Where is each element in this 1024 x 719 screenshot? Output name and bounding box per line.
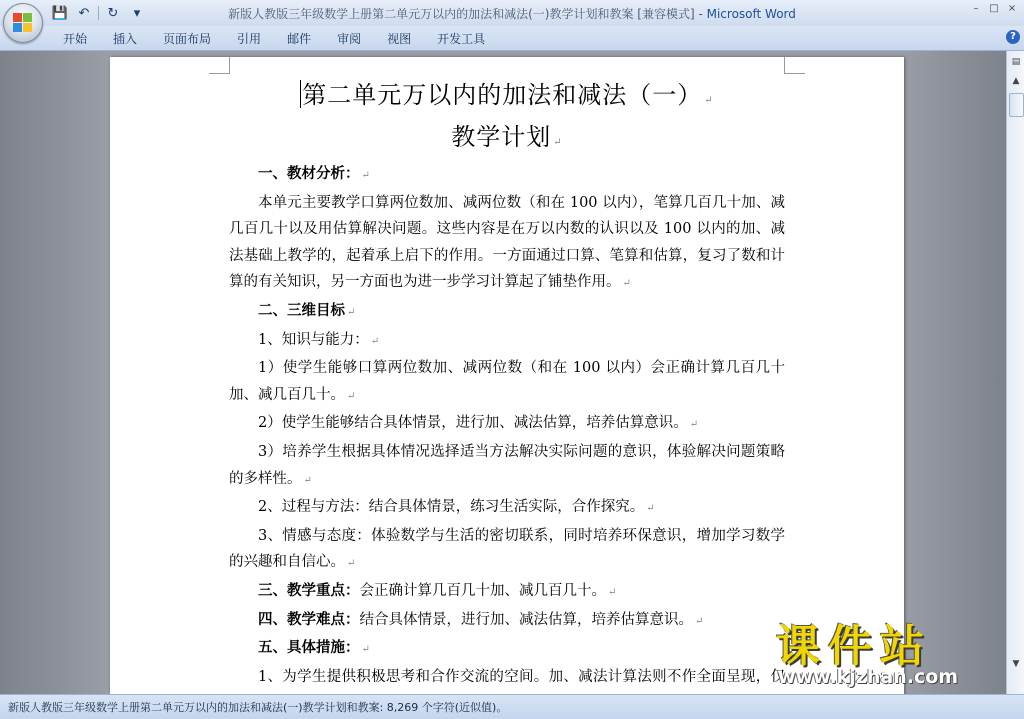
status-text: 新版人教版三年级数学上册第二单元万以内的加法和减法(一)教学计划和教案: 8,269 个字符(近似值)。 [8,701,508,714]
watermark-logo [770,610,1010,694]
close-button[interactable]: × [1007,3,1017,14]
window-controls [968,2,1020,16]
document-area [0,51,1006,694]
app-name: Microsoft Word [706,7,796,21]
title-bar [0,0,1024,26]
ribbon-tabs [50,30,498,48]
document-heading-line1: 第二单元万以内的加法和减法（一） ↵ [302,81,714,109]
tab-references[interactable]: 引用 [237,32,262,46]
paragraph-goal-3: 3）培养学生根据具体情况选择适当方法解决实际问题的意识，体验解决问题策略的多样性。 ↵ [229,443,785,487]
paragraph-goal-knowledge: 1、知识与能力： ↵ [258,331,380,348]
section-heading-materials: 一、教材分析： ↵ [258,165,370,182]
title-separator: - [694,7,707,21]
maximize-button[interactable]: □ [989,3,999,14]
document-title: 新版人教版三年级数学上册第二单元万以内的加法和减法(一)教学计划和教案 [兼容模式] [228,7,695,21]
tab-developer[interactable]: 开发工具 [437,32,486,46]
watermark-main-text: 课件站 [776,621,932,672]
crop-mark-top-right [784,57,805,74]
tab-home[interactable]: 开始 [63,32,88,46]
tab-insert[interactable]: 插入 [113,32,138,46]
paragraph-goal-2: 2）使学生能够结合具体情景，进行加、减法估算，培养估算意识。 ↵ [258,415,699,432]
paragraph-materials: 本单元主要教学口算两位数加、减两位数（和在 100 以内），笔算几百几十加、减几百几十以及用估算解决问题。这些内容是在万以内数的认识以及 100 以内的加、减法基础上教学的，起着承上启下的作用。一方面通过口算、笔算和估算，复习了数和计算的有关知识，另一方面也为进一步学习计算起了铺垫作用。 ↵ [229,194,785,291]
window-title [0,5,1024,22]
scroll-down-button[interactable]: ▼ [1012,659,1020,669]
tab-page-layout[interactable]: 页面布局 [163,32,212,46]
tab-mailings[interactable]: 邮件 [287,32,312,46]
paragraph-measure-1: 1、为学生提供积极思考和合作交流的空间。加、减法计算法则不作全面呈现，仅 [258,668,785,685]
help-icon[interactable]: ? [1006,30,1020,44]
section-heading-measures: 五、具体措施： ↵ [258,639,370,657]
paragraph-key-points: 三、教学重点：会正确计算几百几十加、减几百几十。 ↵ [258,581,617,599]
paragraph-goal-1: 1）使学生能够口算两位数加、减两位数（和在 100 以内）会正确计算几百几十加、减几百几十。 ↵ [229,360,785,403]
scroll-thumb[interactable] [1009,93,1024,117]
scroll-up-button[interactable]: ▲ [1012,76,1020,86]
crop-mark-top-left [209,57,230,74]
status-bar [0,694,1024,719]
document-content[interactable] [229,77,785,694]
tab-view[interactable]: 视图 [387,32,412,46]
save-icon[interactable]: 💾 [51,5,69,21]
document-heading-line2: 教学计划 ↵ [451,123,563,151]
ribbon [0,26,1024,51]
watermark-url: www.kjzhan.com [778,666,959,688]
tab-review[interactable]: 审阅 [337,32,362,46]
document-page[interactable] [110,57,904,694]
paragraph-difficulties: 四、教学难点：结合具体情景，进行加、减法估算，培养估算意识。 ↵ [258,610,704,628]
section-heading-goals: 二、三维目标 ↵ [258,301,356,319]
minimize-button[interactable]: – [973,3,979,14]
vertical-scrollbar[interactable] [1006,51,1024,694]
ruler-toggle-icon[interactable]: ▤ [1011,57,1021,67]
paragraph-attitude: 3、情感与态度：体验数学与生活的密切联系，同时培养环保意识，增加学习数学的兴趣和自信心。 ↵ [229,527,785,571]
office-logo-icon [13,13,33,33]
customize-qat-icon[interactable]: ▾ [133,5,141,21]
paragraph-process: 2、过程与方法：结合具体情景，练习生活实际，合作探究。 ↵ [258,499,655,516]
undo-icon[interactable]: ↶ [78,5,90,21]
office-button[interactable] [3,3,43,43]
redo-icon[interactable]: ↻ [107,5,119,21]
